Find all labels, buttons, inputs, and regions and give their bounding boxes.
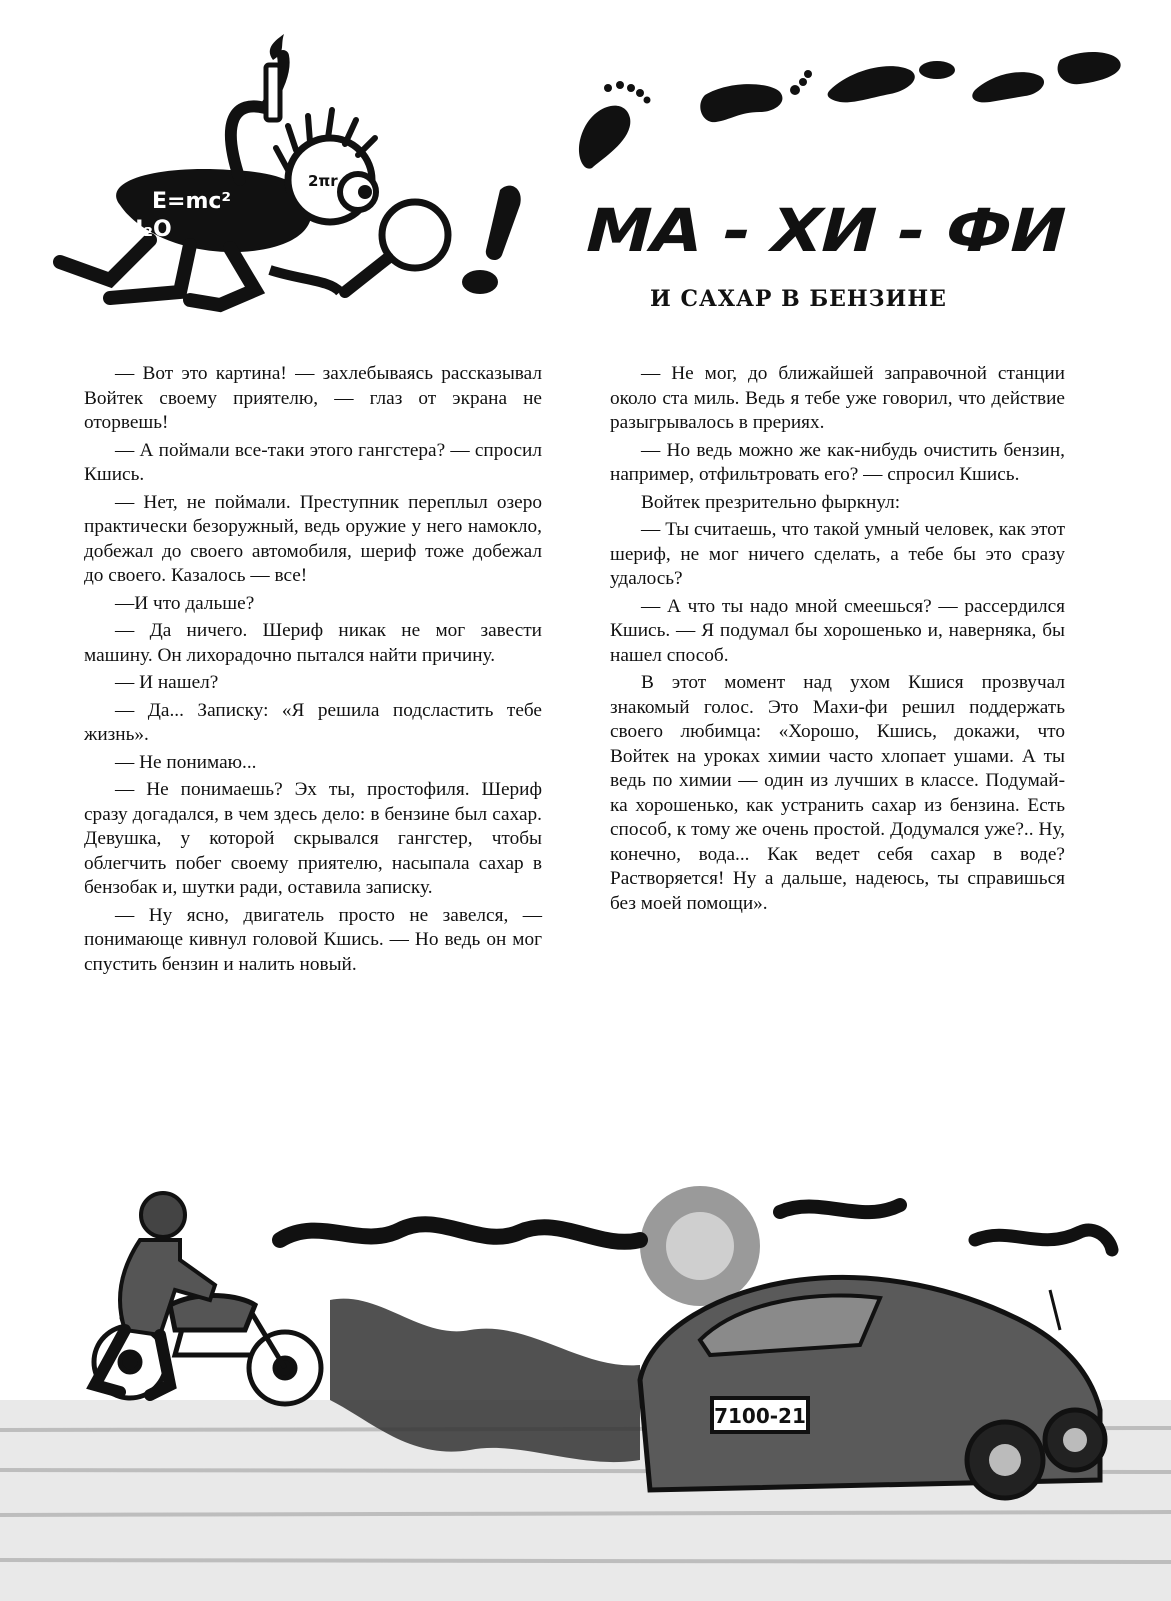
paragraph: — Да... Записку: «Я решила подсластить тебе жизнь».	[84, 699, 542, 745]
paragraph: — И нашел?	[115, 672, 219, 693]
paragraph: — Не мог, до ближайшей заправочной станции около ста миль. Ведь я тебе уже говорил, что действие разыгрывалось в прериях.	[610, 363, 1065, 433]
paragraph: Войтек презрительно фыркнул:	[641, 491, 901, 513]
footprint-exclamation	[486, 186, 521, 260]
formula-2pir: 2πr	[308, 172, 338, 190]
formula-h2o: H₂O	[125, 217, 172, 242]
car	[640, 1277, 1105, 1498]
bottom-illustration	[0, 1180, 1171, 1601]
article-title: МА - ХИ - ФИ	[577, 196, 1074, 266]
paragraph: — Ты считаешь, что такой умный человек, как этот шериф, не мог ничего сделать, а тебе бы это сразу удалось?	[610, 519, 1065, 589]
rider	[95, 1193, 215, 1395]
formula-e-mc2: E=mc²	[152, 189, 232, 214]
left-column	[84, 362, 542, 977]
paragraph: — А поймали все-таки этого гангстера? — спросил Кшись.	[84, 439, 542, 485]
paragraph: — А что ты надо мной смеешься? — рассердился Кшись. — Я подумал бы хорошенько и, наверняка, бы нашел способ.	[610, 595, 1065, 666]
paragraph: — Не понимаешь? Эх ты, простофиля. Шериф сразу догадался, в чем здесь дело: в бензине был сахар. Девушка, у которой скрывался гангстер, чтобы облегчить побег своему приятелю, насыпала сахар в бензобак и, шутки ради, оставила записку.	[84, 779, 542, 898]
paragraph: — Не понимаю...	[115, 751, 257, 773]
candle	[266, 65, 280, 120]
paragraph: — Вот это картина! — захлебываясь рассказывал Войтек своему приятелю, — глаз от экрана не оторвешь!	[84, 363, 542, 433]
paragraph: — Да ничего. Шериф никак не мог завести машину. Он лихорадочно пытался найти причину.	[84, 620, 542, 666]
paragraph: — Ну ясно, двигатель просто не завелся, — понимающе кивнул головой Кшись. — Но ведь он мог спустить бензин и налить новый.	[84, 904, 542, 975]
cloud	[280, 1224, 640, 1242]
paragraph: В этот момент над ухом Кшися прозвучал знакомый голос. Это Махи-фи решил поддержать своего любимца: «Хорошо, Кшись, докажи, что Войтек на уроках химии часто хлопает ушами. А ты ведь по химии — один из лучших в классе. Подумай-ка хорошенько, как устранить сахар из бензина. Есть способ, к тому же очень простой. Додумался уже?.. Ну, конечно, вода... Как ведет себя сахар в воде? Растворяется! Ну а дальше, надеюсь, ты справишься без моей помощи».	[610, 672, 1065, 914]
paragraph: — Но ведь можно же как-нибудь очистить бензин, например, отфильтровать его? — спросил Кшись.	[610, 439, 1065, 485]
article-subtitle: И САХАР В БЕНЗИНЕ	[650, 286, 947, 312]
paragraph: —И что дальше?	[115, 592, 255, 614]
right-column	[610, 362, 1065, 916]
license-plate-number: 7100-21	[714, 1404, 806, 1428]
creature-legs	[60, 240, 255, 305]
paragraph: — Нет, не поймали. Преступник переплыл озеро практически безоружный, ведь оружие у него намокло, добежал до своего автомобиля, шериф тоже добежал до своего. Казалось — все!	[84, 491, 542, 586]
cloud	[780, 1205, 900, 1212]
header-illustration	[40, 30, 1140, 330]
cloud	[975, 1230, 1112, 1250]
footprint-trail	[579, 52, 1121, 169]
